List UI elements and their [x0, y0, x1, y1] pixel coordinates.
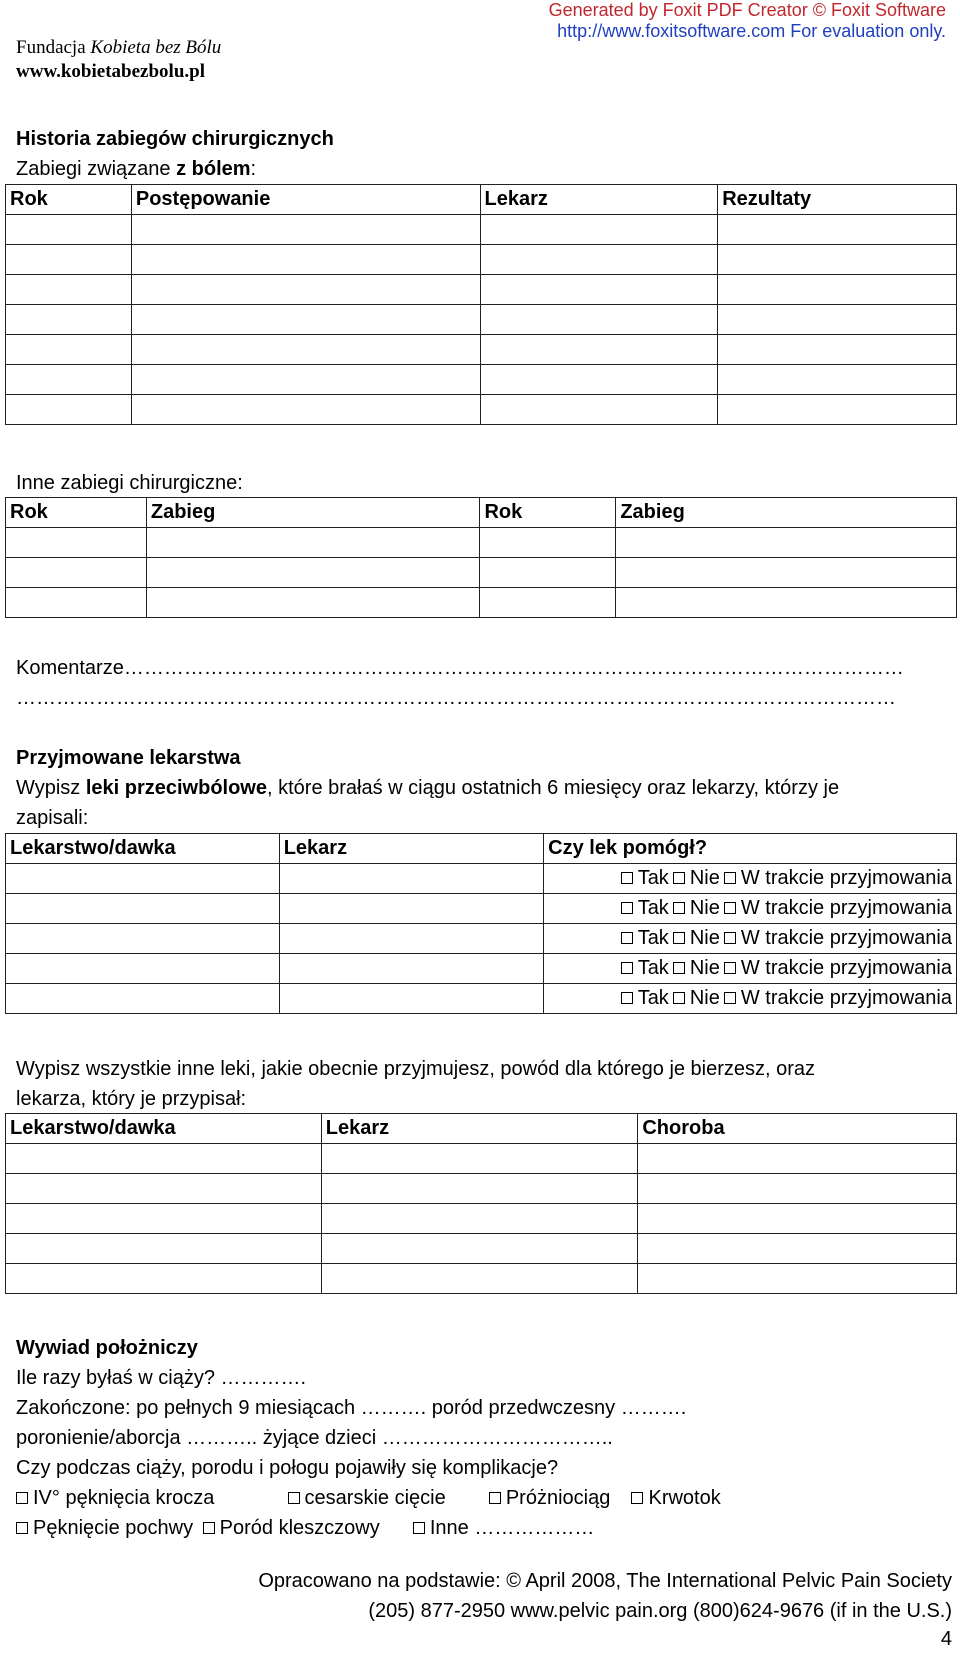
- input-cell[interactable]: [480, 528, 616, 558]
- input-cell[interactable]: [638, 1144, 957, 1174]
- table-row: [6, 335, 957, 365]
- option-label: Pęknięcie pochwy: [33, 1517, 194, 1539]
- header-cell: Czy lek pomógł?: [544, 834, 957, 864]
- pregnancy-outcomes-line[interactable]: Zakończone: po pełnych 9 miesiącach ………. poród przedwczesny ……….: [16, 1397, 687, 1419]
- header-cell: Lekarz: [321, 1114, 638, 1144]
- input-cell[interactable]: [131, 365, 480, 395]
- input-cell[interactable]: [146, 558, 480, 588]
- input-cell[interactable]: [131, 245, 480, 275]
- table-header-row: [6, 185, 957, 215]
- input-cell[interactable]: [480, 558, 616, 588]
- header-cell: Rezultaty: [718, 185, 957, 215]
- checkbox-icon[interactable]: [621, 902, 633, 914]
- input-cell[interactable]: [718, 305, 957, 335]
- input-cell[interactable]: [6, 215, 132, 245]
- input-cell[interactable]: [718, 365, 957, 395]
- input-cell[interactable]: [718, 245, 957, 275]
- table-row: [6, 894, 957, 924]
- input-cell[interactable]: [6, 395, 132, 425]
- input-cell[interactable]: [321, 1234, 638, 1264]
- input-cell[interactable]: [279, 954, 543, 984]
- option-label: Inne ………………: [429, 1517, 595, 1539]
- input-cell[interactable]: [131, 275, 480, 305]
- input-cell[interactable]: [480, 305, 718, 335]
- option-label: Poród kleszczowy: [219, 1517, 380, 1539]
- input-cell[interactable]: [146, 528, 480, 558]
- checkbox-icon[interactable]: [673, 992, 685, 1004]
- miscarriage-children-line[interactable]: poronienie/aborcja ……….. żyjące dzieci ……………………………..: [16, 1427, 613, 1449]
- checkbox-icon[interactable]: [673, 932, 685, 944]
- input-cell[interactable]: [480, 365, 718, 395]
- input-cell[interactable]: [131, 305, 480, 335]
- header-cell: Lekarz: [279, 834, 543, 864]
- complications-options-row-1: [12, 1485, 721, 1511]
- org-name: Kobieta bez Bólu: [90, 37, 222, 58]
- input-cell[interactable]: [6, 894, 280, 924]
- header-cell: Rok: [480, 498, 616, 528]
- answer-options-cell: Tak Nie W trakcie przyjmowania: [544, 984, 957, 1014]
- input-cell[interactable]: [279, 984, 543, 1014]
- painkillers-table: [5, 833, 957, 1014]
- table-row: [6, 864, 957, 894]
- input-cell[interactable]: [638, 1234, 957, 1264]
- surgery-section-title: Historia zabiegów chirurgicznych: [16, 128, 334, 150]
- table-row: [6, 558, 957, 588]
- pain-surgeries-label: Zabiegi związane z bólem:: [16, 158, 257, 180]
- checkbox-icon[interactable]: [673, 872, 685, 884]
- input-cell[interactable]: [131, 215, 480, 245]
- table-row: [6, 1144, 957, 1174]
- input-cell[interactable]: [616, 588, 957, 618]
- input-cell[interactable]: [6, 924, 280, 954]
- option-label: Próżniociąg: [505, 1487, 611, 1509]
- input-cell[interactable]: [480, 335, 718, 365]
- input-cell[interactable]: [480, 395, 718, 425]
- checkbox-icon[interactable]: [724, 992, 736, 1004]
- foxit-watermark: [549, 0, 946, 42]
- input-cell[interactable]: [718, 335, 957, 365]
- header-cell: Lekarstwo/dawka: [6, 1114, 322, 1144]
- watermark-line-2: http://www.foxitsoftware.com For evaluation only.: [557, 21, 946, 41]
- input-cell[interactable]: [279, 864, 543, 894]
- checkbox-icon[interactable]: [16, 1492, 28, 1504]
- input-cell[interactable]: [6, 1234, 322, 1264]
- obstetric-section-title: Wywiad położniczy: [16, 1337, 198, 1359]
- checkbox-icon[interactable]: [724, 932, 736, 944]
- input-cell[interactable]: [321, 1204, 638, 1234]
- input-cell[interactable]: [321, 1174, 638, 1204]
- table-row: [6, 1204, 957, 1234]
- org-prefix: Fundacja: [16, 37, 91, 58]
- checkbox-icon[interactable]: [288, 1492, 300, 1504]
- checkbox-icon[interactable]: [621, 872, 633, 884]
- checkbox-icon[interactable]: [673, 962, 685, 974]
- table-row: [6, 305, 957, 335]
- input-cell[interactable]: [6, 335, 132, 365]
- org-url: www.kobietabezbolu.pl: [16, 61, 205, 82]
- checkbox-icon[interactable]: [621, 962, 633, 974]
- input-cell[interactable]: [6, 558, 147, 588]
- input-cell[interactable]: [6, 528, 147, 558]
- header-cell: Rok: [6, 185, 132, 215]
- input-cell[interactable]: [131, 395, 480, 425]
- answer-options-cell: Tak Nie W trakcie przyjmowania: [544, 954, 957, 984]
- header-cell: Lekarz: [480, 185, 718, 215]
- checkbox-icon[interactable]: [489, 1492, 501, 1504]
- input-cell[interactable]: [718, 215, 957, 245]
- table-row: [6, 395, 957, 425]
- option-label: cesarskie cięcie: [304, 1487, 446, 1509]
- table-row: [6, 215, 957, 245]
- header-cell: Zabieg: [616, 498, 957, 528]
- other-meds-table: [5, 1113, 957, 1294]
- table-row: [6, 984, 957, 1014]
- organization-header: [16, 36, 221, 84]
- input-cell[interactable]: [638, 1264, 957, 1294]
- table-header-row: [6, 1114, 957, 1144]
- checkbox-icon[interactable]: [203, 1522, 215, 1534]
- table-header-row: [6, 834, 957, 864]
- checkbox-icon[interactable]: [631, 1492, 643, 1504]
- checkbox-icon[interactable]: [621, 992, 633, 1004]
- table-row: [6, 954, 957, 984]
- checkbox-icon[interactable]: [413, 1522, 425, 1534]
- input-cell[interactable]: [6, 984, 280, 1014]
- comments-line-2[interactable]: ……………………………………………………………………………………………………………………: [16, 687, 896, 709]
- table-row: [6, 528, 957, 558]
- header-cell: Choroba: [638, 1114, 957, 1144]
- checkbox-icon[interactable]: [724, 962, 736, 974]
- table-row: [6, 1234, 957, 1264]
- input-cell[interactable]: [480, 275, 718, 305]
- checkbox-icon[interactable]: [16, 1522, 28, 1534]
- other-surgeries-label: Inne zabiegi chirurgiczne:: [16, 472, 243, 494]
- input-cell[interactable]: [480, 245, 718, 275]
- input-cell[interactable]: [131, 335, 480, 365]
- input-cell[interactable]: [6, 954, 280, 984]
- input-cell[interactable]: [321, 1144, 638, 1174]
- input-cell[interactable]: [638, 1204, 957, 1234]
- header-cell: Zabieg: [146, 498, 480, 528]
- other-surgeries-table: [5, 497, 957, 618]
- pain-surgeries-table: [5, 184, 957, 425]
- table-row: [6, 275, 957, 305]
- input-cell[interactable]: [616, 528, 957, 558]
- input-cell[interactable]: [480, 588, 616, 618]
- input-cell[interactable]: [6, 864, 280, 894]
- header-cell: Rok: [6, 498, 147, 528]
- table-row: [6, 245, 957, 275]
- painkillers-intro: Wypisz leki przeciwbólowe, które brałaś w ciągu ostatnich 6 miesięcy oraz lekarzy, którzy je: [16, 777, 840, 799]
- input-cell[interactable]: [6, 1204, 322, 1234]
- other-meds-intro: Wypisz wszystkie inne leki, jakie obecnie przyjmujesz, powód dla którego je bierzesz, oraz: [16, 1058, 816, 1080]
- input-cell[interactable]: [638, 1174, 957, 1204]
- input-cell[interactable]: [718, 275, 957, 305]
- header-cell: Lekarstwo/dawka: [6, 834, 280, 864]
- input-cell[interactable]: [6, 1144, 322, 1174]
- footer-source-line: Opracowano na podstawie: © April 2008, The International Pelvic Pain Society: [258, 1570, 952, 1592]
- input-cell[interactable]: [6, 245, 132, 275]
- checkbox-icon[interactable]: [724, 902, 736, 914]
- option-label: IV° pęknięcia krocza: [33, 1487, 215, 1509]
- checkbox-icon[interactable]: [621, 932, 633, 944]
- input-cell[interactable]: [6, 588, 147, 618]
- complications-question: Czy podczas ciąży, porodu i połogu pojawiły się komplikacje?: [16, 1457, 559, 1479]
- checkbox-icon[interactable]: [673, 902, 685, 914]
- painkillers-intro-line2: zapisali:: [16, 807, 89, 829]
- header-cell: Postępowanie: [131, 185, 480, 215]
- input-cell[interactable]: [616, 558, 957, 588]
- pregnancy-count-question[interactable]: Ile razy byłaś w ciąży? ………….: [16, 1367, 307, 1389]
- page-number: 4: [940, 1628, 952, 1650]
- comments-line-1[interactable]: Komentarze………………………………………………………………………………………………………: [16, 657, 904, 679]
- input-cell[interactable]: [6, 305, 132, 335]
- option-label: Krwotok: [648, 1487, 721, 1509]
- table-row: [6, 588, 957, 618]
- input-cell[interactable]: [6, 1174, 322, 1204]
- input-cell[interactable]: [6, 365, 132, 395]
- answer-options-cell: Tak Nie W trakcie przyjmowania: [544, 924, 957, 954]
- complications-options-row-2: [12, 1515, 594, 1541]
- table-row: [6, 1264, 957, 1294]
- input-cell[interactable]: [279, 924, 543, 954]
- input-cell[interactable]: [6, 1264, 322, 1294]
- watermark-line-1: Generated by Foxit PDF Creator © Foxit Software: [548, 0, 946, 20]
- answer-options-cell: Tak Nie W trakcie przyjmowania: [544, 864, 957, 894]
- footer-contact-line: (205) 877-2950 www.pelvic pain.org (800)624-9676 (if in the U.S.): [368, 1600, 952, 1622]
- checkbox-icon[interactable]: [724, 872, 736, 884]
- input-cell[interactable]: [480, 215, 718, 245]
- medications-section-title: Przyjmowane lekarstwa: [16, 747, 241, 769]
- input-cell[interactable]: [146, 588, 480, 618]
- table-row: [6, 1174, 957, 1204]
- other-meds-intro-line2: lekarza, który je przypisał:: [16, 1088, 247, 1110]
- input-cell[interactable]: [279, 894, 543, 924]
- table-row: [6, 924, 957, 954]
- input-cell[interactable]: [321, 1264, 638, 1294]
- answer-options-cell: Tak Nie W trakcie przyjmowania: [544, 894, 957, 924]
- input-cell[interactable]: [6, 275, 132, 305]
- table-header-row: [6, 498, 957, 528]
- input-cell[interactable]: [718, 395, 957, 425]
- table-row: [6, 365, 957, 395]
